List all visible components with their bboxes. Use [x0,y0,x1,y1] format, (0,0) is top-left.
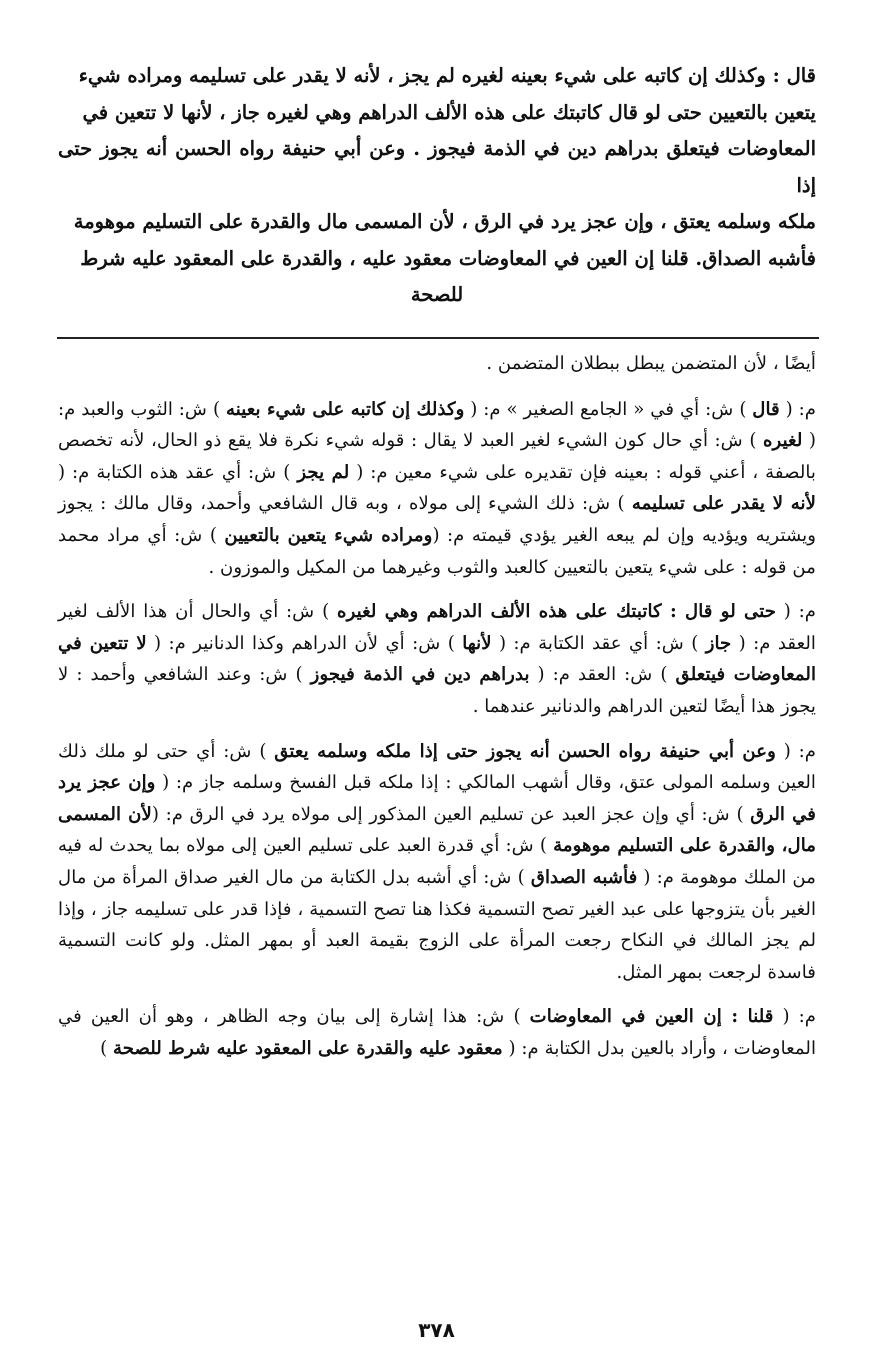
main-text-line: للصحة [410,283,464,306]
commentary-text: م: ( [779,398,816,420]
quoted-text: معقود عليه والقدرة على المعقود عليه شرط للصحة [113,1037,503,1059]
commentary-paragraph: أيضًا ، لأن المتضمن يبطل ببطلان المتضمن . [486,353,816,374]
commentary-text: ) ش: هذا إشارة إلى بيان وجه الظاهر ، وهو أن العين في المعاوضات ، وأراد بالعين بدل الكتابة م: ( [58,1006,816,1059]
quoted-text: ومراده شيء يتعين بالتعيين [224,524,433,546]
commentary-text: ) ش: أي عقد هذه الكتابة م: ( [58,461,298,483]
commentary-text: ) ش: أي في « الجامع الصغير » م: ( [464,398,753,420]
commentary-text: ) ش: الثوب والعبد م: ( [58,398,816,452]
quoted-text: فأشبه الصداق [530,866,638,888]
quoted-text: وإن عجز يرد في الرق [58,772,816,825]
commentary-text: ) ش: أي حال كون الشيء لغير العبد لا يقال : قوله شيء نكرة فلا يقع ذو الحال، لأنه تخصص بالصفة ، أعني قوله : بعينه فإن تقديره على شيء معين م: ( [58,430,816,483]
commentary-text: ) ش: أي لأن الدراهم وكذا الدنانير م: ( [146,632,463,654]
commentary-text: ) ش: أي وإن عجز العبد عن تسليم العين المذكور إلى مولاه يرد في الرق م: ( [151,803,751,825]
quoted-text: جاز [705,632,732,654]
commentary-text: ) [100,1037,114,1059]
commentary-paragraph [58,596,816,722]
commentary-text: ) ش: أي والحال أن هذا الألف لغير العقد م: ( [58,601,816,654]
commentary-text: ) ش: وعند الشافعي وأحمد : لا يجوز هذا أيضًا لتعين الدراهم والدنانير عندهما . [58,664,816,717]
quoted-text: لأن المسمى مال، والقدرة على التسليم موهومة [58,803,817,857]
commentary-text: م: ( [775,740,816,762]
quoted-text: لا تتعين في المعاوضات فيتعلق [58,632,817,686]
quoted-text: قلنا : إن العين في المعاوضات [529,1006,774,1028]
page-number: ٣٧٨ [418,1318,455,1342]
commentary-text: ) ش: ذلك الشيء إلى مولاه ، وبه قال الشافعي وأحمد، وقال مالك : يجوز ويشتريه ويؤديه وإن لم يبعه الغير يؤدي قيمته م: ( [58,493,817,546]
commentary-text: ) ش: أي عقد الكتابة م: ( [491,632,706,654]
commentary-text: ) ش: العقد م: ( [529,664,676,686]
quoted-text: حتى لو قال : كاتبتك على هذه الألف الدراهم وهي لغيره [337,601,776,623]
commentary-text: ) ش: أي أشبه بدل الكتابة من مال الغير صداق المرأة من مال الغير بأن يتزوجها على عبد الغير تصح التسمية فكذا هنا تصح التسمية ، فإذا قدر على تسليمه جاز ، وإذا لم يجز المالك في النكاح رجعت المرأة على الزوج بقيمة العبد أو بمهر المثل. ولو كانت التسمية فاسدة لرجعت بمهر المثل. [58,866,816,983]
commentary-paragraph [58,1001,816,1064]
quoted-text: لم يجز [297,461,350,483]
quoted-text: بدراهم دين في الذمة فيجوز [310,664,530,686]
quoted-text: وكذلك إن كاتبه على شيء بعينه [225,398,465,420]
commentary-paragraph [58,736,816,989]
separator-rule [57,337,819,339]
main-text-line: المعاوضات فيتعلق بدراهم دين في الذمة فيجوز . وعن أبي حنيفة رواه الحسن أنه يجوز حتى إذا [58,137,816,197]
main-text-line: قال : وكذلك إن كاتبه على شيء بعينه لغيره لم يجز ، لأنه لا يقدر على تسليمه ومراده شيء [78,64,816,87]
quoted-text: لأنه لا يقدر على تسليمه [631,493,816,515]
main-text-line: فأشبه الصداق. قلنا إن العين في المعاوضات معقود عليه ، والقدرة على المعقود عليه شرط [80,246,816,270]
main-text-line: ملكه وسلمه يعتق ، وإن عجز يرد في الرق ، لأن المسمى مال والقدرة على التسليم موهومة [73,210,816,233]
quoted-text: لغيره [763,430,803,452]
commentary-block [58,348,816,1077]
quoted-text: قال [752,398,780,420]
commentary-paragraph [58,394,816,584]
quoted-text: وعن أبي حنيفة رواه الحسن أنه يجوز حتى إذا ملكه وسلمه يعتق [274,740,776,762]
main-text-block [58,58,816,314]
commentary-text: م: ( [775,601,816,623]
main-text-line: يتعين بالتعيين حتى لو قال كاتبتك على هذه الألف الدراهم وهي لغيره جاز ، لأنها لا تتعين في [82,100,816,124]
commentary-text: ) ش: أي حتى لو ملك ذلك العين وسلمه المولى عتق، وقال أشهب المالكي : إذا ملكه قبل الفسخ وسلمه جاز م: ( [58,740,816,794]
quoted-text: لأنها [462,632,492,654]
commentary-text: ) ش: أي قدرة العبد على تسليم العين إلى مولاه بما يحدث له فيه من الملك موهومة م: ( [58,835,817,888]
commentary-text: م: ( [773,1006,817,1028]
commentary-text: ) ش: أي مراد محمد من قوله : على شيء يتعين بالتعيين كالعبد والثوب وغيرهما من المكيل والموزون . [58,524,816,578]
